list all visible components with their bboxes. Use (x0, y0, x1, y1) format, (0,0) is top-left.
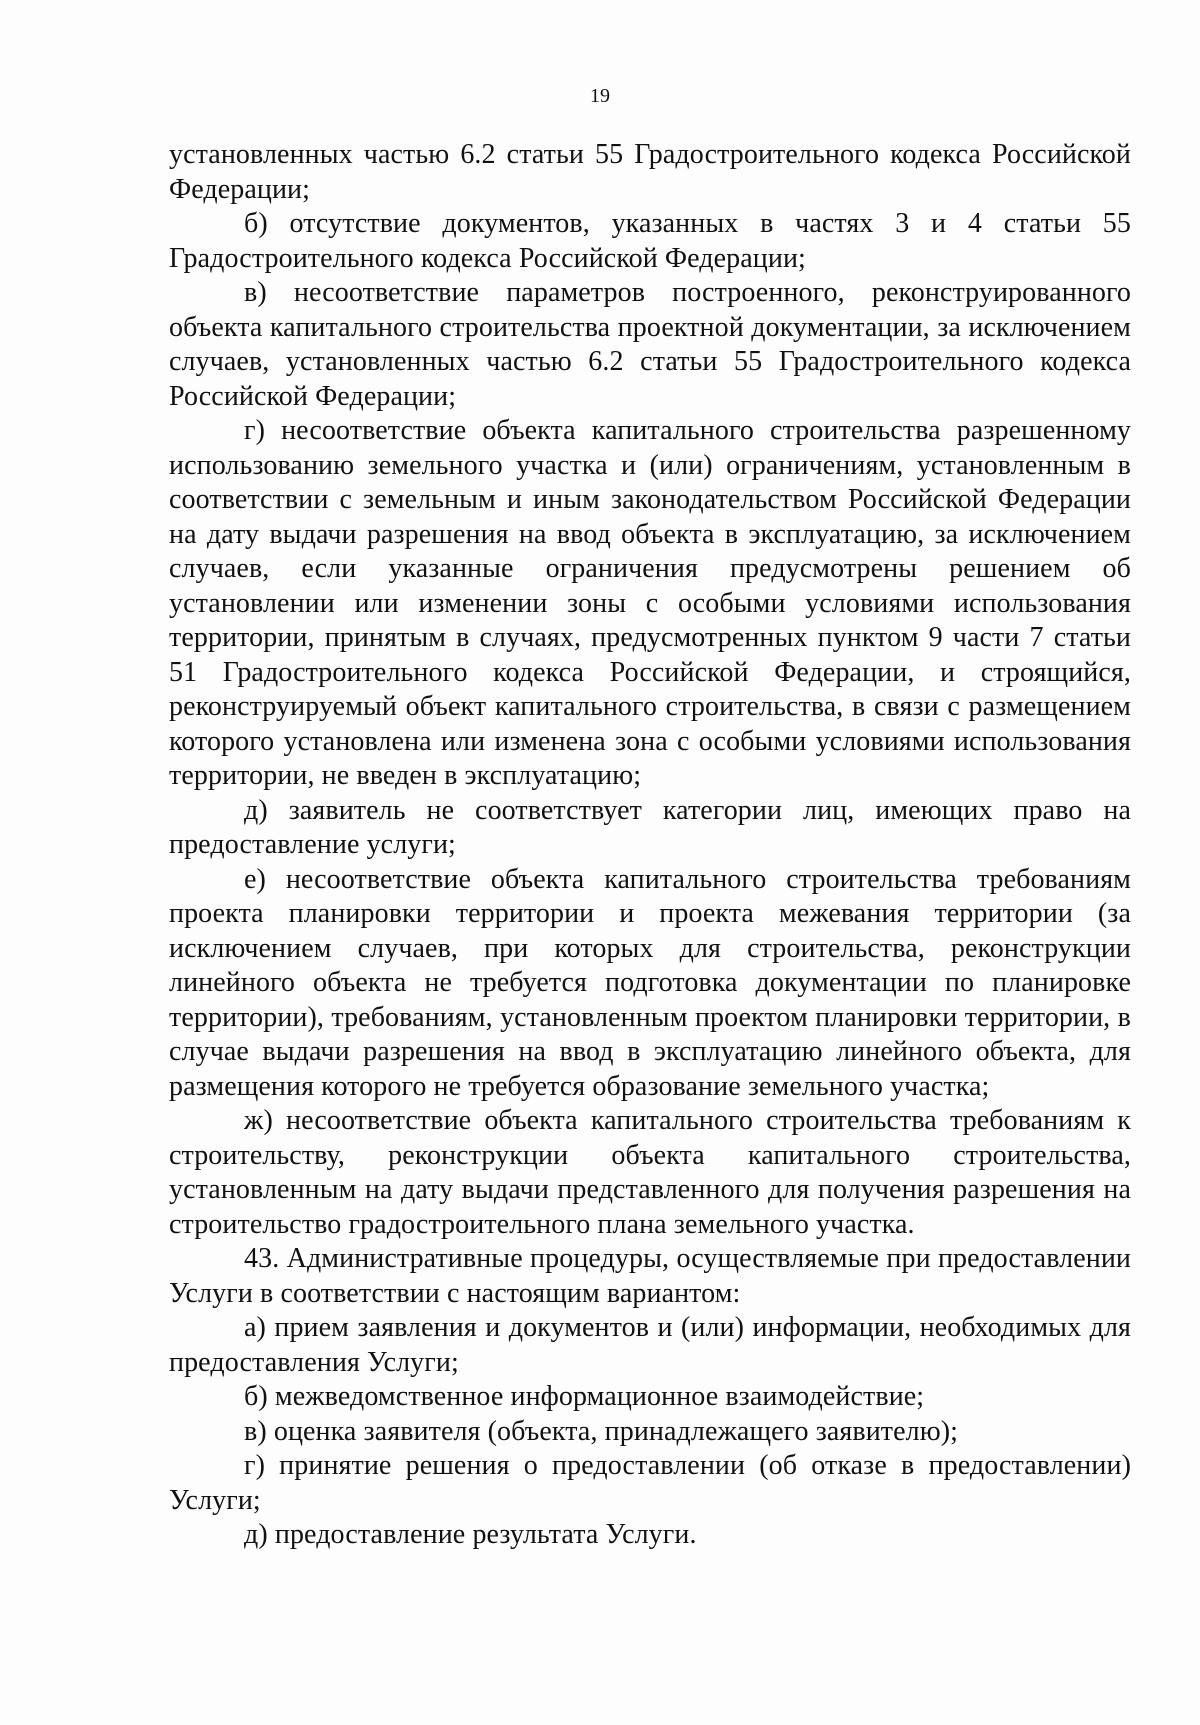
document-body (169, 138, 1131, 1553)
paragraph-section-43: 43. Административные процедуры, осуществляемые при предоставлении Услуги в соответствии с настоящим вариантом: (169, 1243, 1131, 1309)
procedure-item-b: б) межведомственное информационное взаимодействие; (244, 1381, 925, 1412)
procedure-item-a: а) прием заявления и документов и (или) информации, необходимых для предоставления Услуги; (169, 1312, 1131, 1378)
paragraph-item-b: б) отсутствие документов, указанных в частях 3 и 4 статьи 55 Градостроительного кодекса Российской Федерации; (169, 208, 1131, 274)
paragraph-item-d: д) заявитель не соответствует категории лиц, имеющих право на предоставление услуги; (169, 794, 1131, 860)
procedure-item-v: в) оценка заявителя (объекта, принадлежащего заявителю); (244, 1415, 959, 1447)
page-number: 19 (590, 85, 610, 107)
procedure-item-g: г) принятие решения о предоставлении (об отказе в предоставлении) Услуги; (169, 1450, 1131, 1516)
paragraph-item-zh: ж) несоответствие объекта капитального строительства требованиям к строительству, реконструкции объекта капитального строительства, установленным на дату выдачи представленного для получения разрешения на строительство градостроительного плана земельного участка. (169, 1105, 1131, 1240)
paragraph-item-g: г) несоответствие объекта капитального строительства разрешенному использованию земельного участка и (или) ограничениям, установленным в соответствии с земельным и иным законодательством Российской Федерации на дату выдачи разрешения на ввод объекта в эксплуатацию, за исключением случаев, если указанные ограничения предусмотрены решением об установлении или изменении зоны с особыми условиями использования территории, принятым в случаях, предусмотренных пунктом 9 части 7 статьи 51 Градостроительного кодекса Российской Федерации, и строящийся, реконструируемый объект капитального строительства, в связи с размещением которого установлена или изменена зона с особыми условиями использования территории, не введен в эксплуатацию; (169, 415, 1131, 791)
procedure-item-d: д) предоставление результата Услуги. (244, 1519, 697, 1550)
paragraph-item-e: е) несоответствие объекта капитального строительства требованиям проекта планировки территории и проекта межевания территории (за исключением случаев, при которых для строительства, реконструкции линейного объекта не требуется подготовка документации по планировке территории), требованиям, установленным проектом планировки территории, в случае выдачи разрешения на ввод в эксплуатацию линейного объекта, для размещения которого не требуется образование земельного участка; (169, 863, 1131, 1102)
paragraph-continuation: установленных частью 6.2 статьи 55 Градостроительного кодекса Российской Федерации; (169, 139, 1131, 205)
paragraph-item-v: в) несоответствие параметров построенного, реконструированного объекта капитального строительства проектной документации, за исключением случаев, установленных частью 6.2 статьи 55 Градостроительного кодекса Российской Федерации; (169, 277, 1131, 412)
